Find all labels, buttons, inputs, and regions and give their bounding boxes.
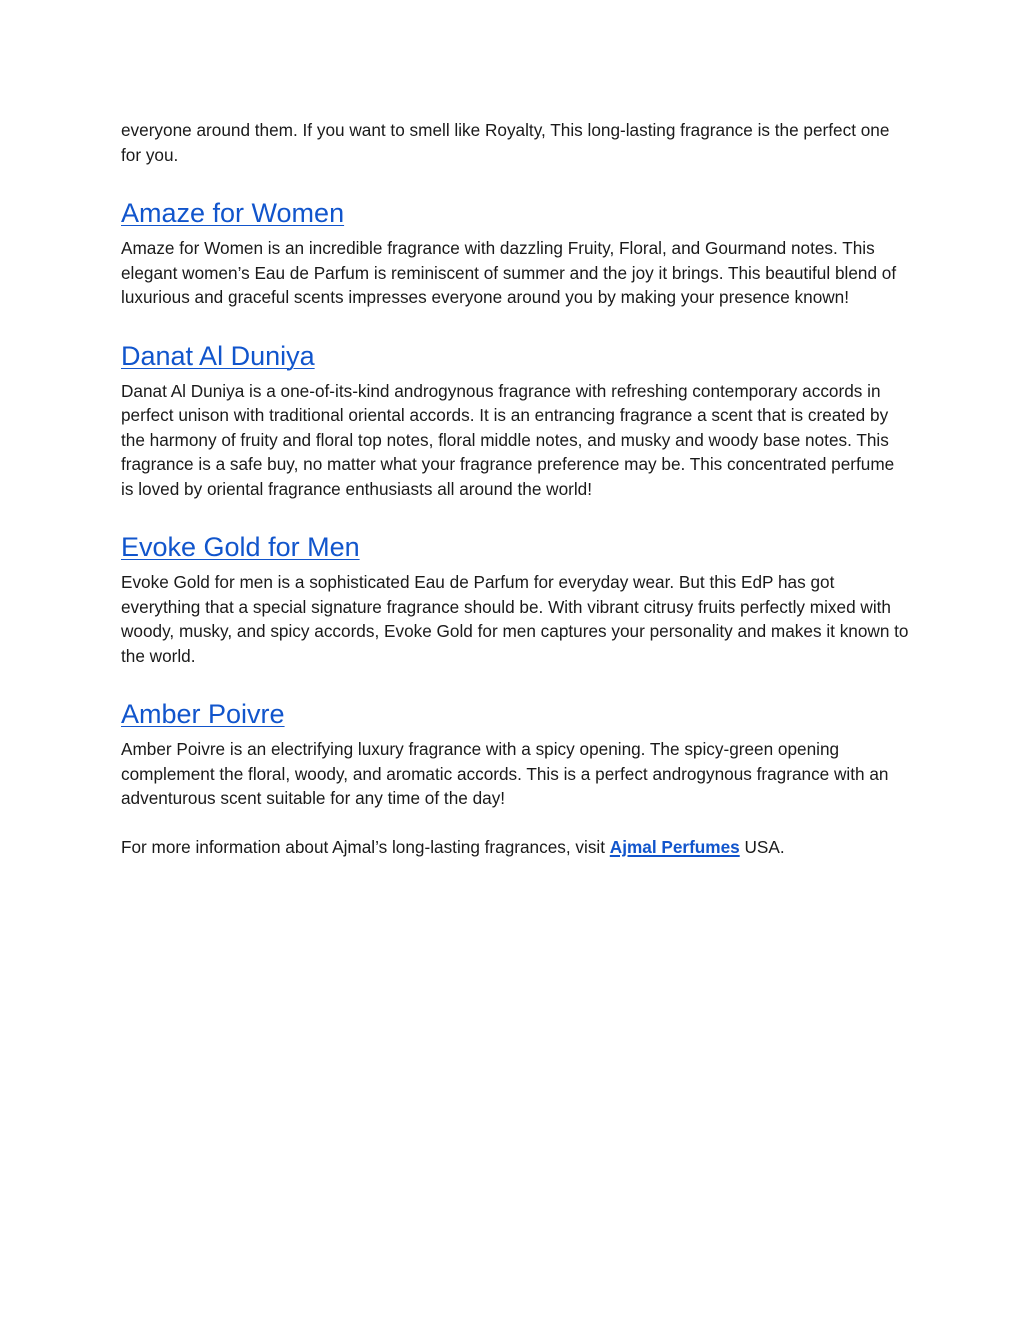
section-body: Danat Al Duniya is a one-of-its-kind androgynous fragrance with refreshing contemporary accords in perfect unison with traditional oriental accords. It is an entrancing fragrance a scent that is created by the harmony of fruity and floral top notes, floral middle notes, and musky and woody base notes. This fragrance is a safe buy, no matter what your fragrance preference may be. This concentrated perfume is loved by oriental fragrance enthusiasts all around the world! — [121, 380, 895, 499]
section-body: Amber Poivre is an electrifying luxury fragrance with a spicy opening. The spicy-green opening complement the floral, woody, and aromatic accords. This is a perfect androgynous fragrance with an adventurous scent suitable for any time of the day! — [121, 739, 889, 808]
closing-text-after: USA. — [739, 837, 785, 857]
section-evoke-gold-for-men — [121, 530, 911, 668]
heading-link-evoke-gold-for-men[interactable]: Evoke Gold for Men — [121, 532, 360, 562]
heading-link-amber-poivre[interactable]: Amber Poivre — [121, 699, 285, 729]
document-page — [121, 118, 911, 860]
closing-paragraph — [121, 835, 911, 860]
heading-link-danat-al-duniya[interactable]: Danat Al Duniya — [121, 340, 315, 371]
heading-link-amaze-for-women[interactable]: Amaze for Women — [121, 198, 345, 228]
section-danat-al-duniya — [121, 339, 911, 502]
section-body: Evoke Gold for men is a sophisticated Eau de Parfum for everyday wear. But this EdP has got everything that a special signature fragrance should be. With vibrant citrusy fruits perfectly mixed with woody, musky, and spicy accords, Evoke Gold for men captures your personality and makes it known to the world. — [121, 572, 909, 666]
closing-text-before: For more information about Ajmal’s long-lasting fragrances, visit — [121, 837, 610, 857]
intro-paragraph: everyone around them. If you want to smell like Royalty, This long-lasting fragrance is the perfect one for you. — [121, 120, 890, 165]
ajmal-perfumes-link[interactable]: Ajmal Perfumes — [609, 837, 740, 857]
section-amaze-for-women — [121, 196, 911, 310]
section-body: Amaze for Women is an incredible fragrance with dazzling Fruity, Floral, and Gourmand notes. This elegant women’s Eau de Parfum is reminiscent of summer and the joy it brings. This beautiful blend of luxurious and graceful scents impresses everyone around you by making your presence known! — [121, 238, 897, 307]
section-amber-poivre — [121, 697, 911, 811]
